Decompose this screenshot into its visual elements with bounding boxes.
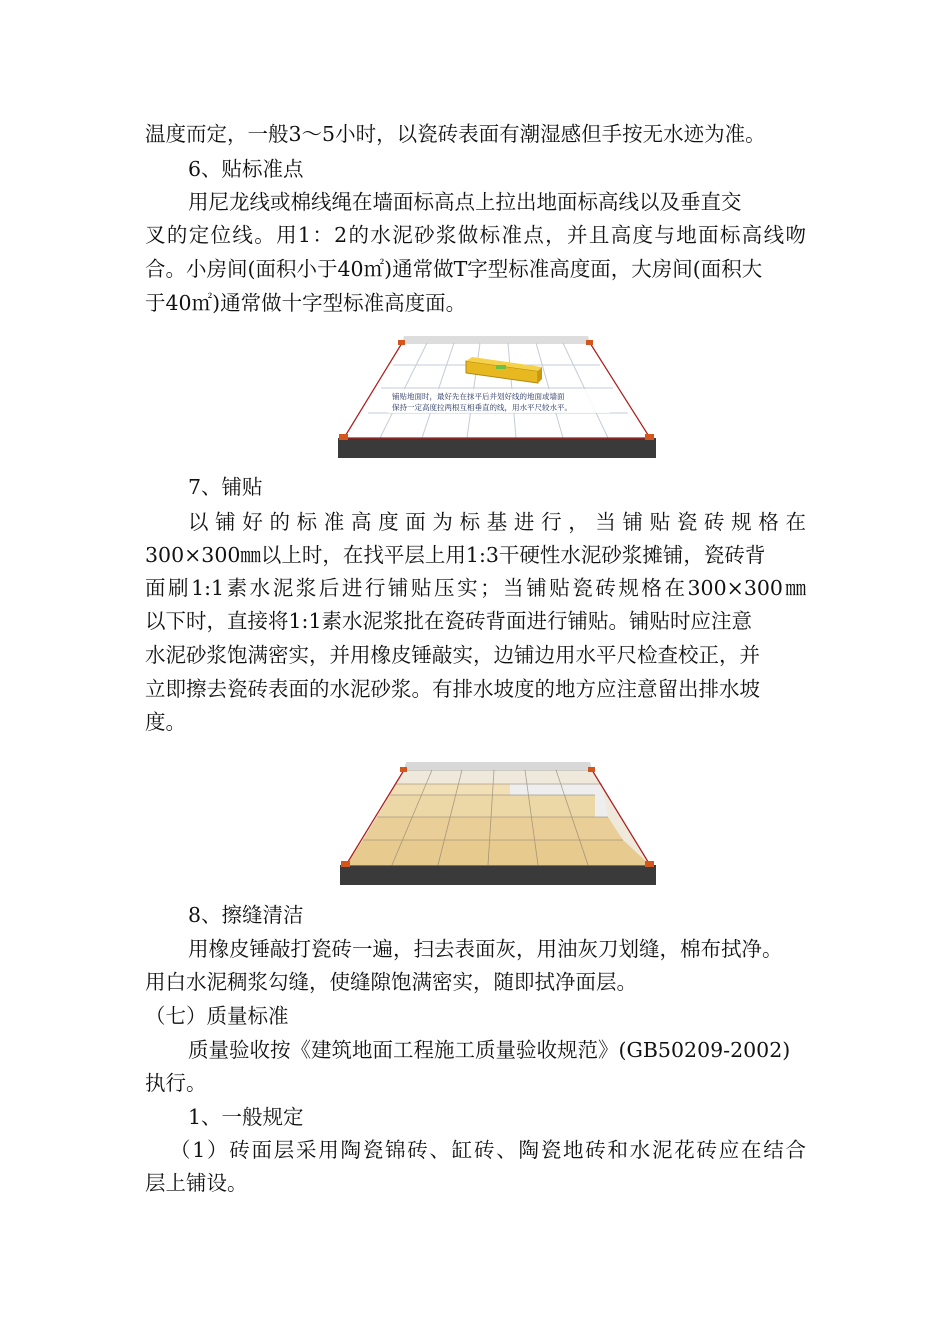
text-line: 于40㎡)通常做十字型标准高度面。 [145,291,467,315]
text-line: 度。 [145,710,186,734]
text-line: 水泥砂浆饱满密实，并用橡皮锤敲实，边铺边用水平尺检查校正，并 [145,643,760,667]
floor-base [340,865,656,885]
text-line: 层上铺设。 [145,1171,248,1195]
text-line: 温度而定，一般3～5小时，以瓷砖表面有潮湿感但手按无水迹为准。 [145,122,766,146]
section-heading: 8、擦缝清洁 [188,903,304,927]
section-heading: （七）质量标准 [145,1004,289,1028]
text-line: 叉的定位线。用1：2的水泥砂浆做标准点，并且高度与地面标高线吻 [145,223,806,247]
section-heading: 6、贴标准点 [188,157,304,181]
floor-base [338,438,656,458]
text-line: 合。小房间(面积小于40㎡)通常做T字型标准高度面，大房间(面积大 [145,257,763,281]
wall-edge [404,762,592,770]
section-heading: 1、一般规定 [188,1105,304,1129]
figure-standard-points [338,333,656,458]
text-line: 执行。 [145,1071,207,1095]
text-line: 立即擦去瓷砖表面的水泥砂浆。有排水坡度的地方应注意留出排水坡 [145,677,760,701]
text-line: 以下时，直接将1:1素水泥浆批在瓷砖背面进行铺贴。铺贴时应注意 [145,609,752,633]
section-heading: 7、铺贴 [188,475,263,499]
text-line: 用白水泥稠浆勾缝，使缝隙饱满密实，随即拭净面层。 [145,970,637,994]
text-line: 质量验收按《建筑地面工程施工质量验收规范》(GB50209-2002) [188,1038,791,1062]
text-line: 300×300㎜以上时，在找平层上用1:3干硬性水泥砂浆摊铺，瓷砖背 [145,543,766,567]
text-line: 以铺好的标准高度面为标基进行，当铺贴瓷砖规格在 [188,510,806,534]
text-line: 面刷1:1素水泥浆后进行铺贴压实；当铺贴瓷砖规格在300×300㎜ [145,576,806,600]
figure-caption-line-2: 保持一定高度拉两根互相垂直的线，用水平尺较水平。 [392,403,572,412]
figure-caption-line-1: 铺贴地面时，最好先在抹平后并划好线的地面或墙面 [392,392,565,401]
wall-edge [402,336,590,343]
text-line: 用橡皮锤敲打瓷砖一遍，扫去表面灰，用油灰刀划缝，棉布拭净。 [188,937,783,961]
figure-tiling [340,762,656,886]
text-line: 用尼龙线或棉线绳在墙面标高点上拉出地面标高线以及垂直交 [188,190,742,214]
text-line: （1）砖面层采用陶瓷锦砖、缸砖、陶瓷地砖和水泥花砖应在结合 [170,1138,806,1162]
